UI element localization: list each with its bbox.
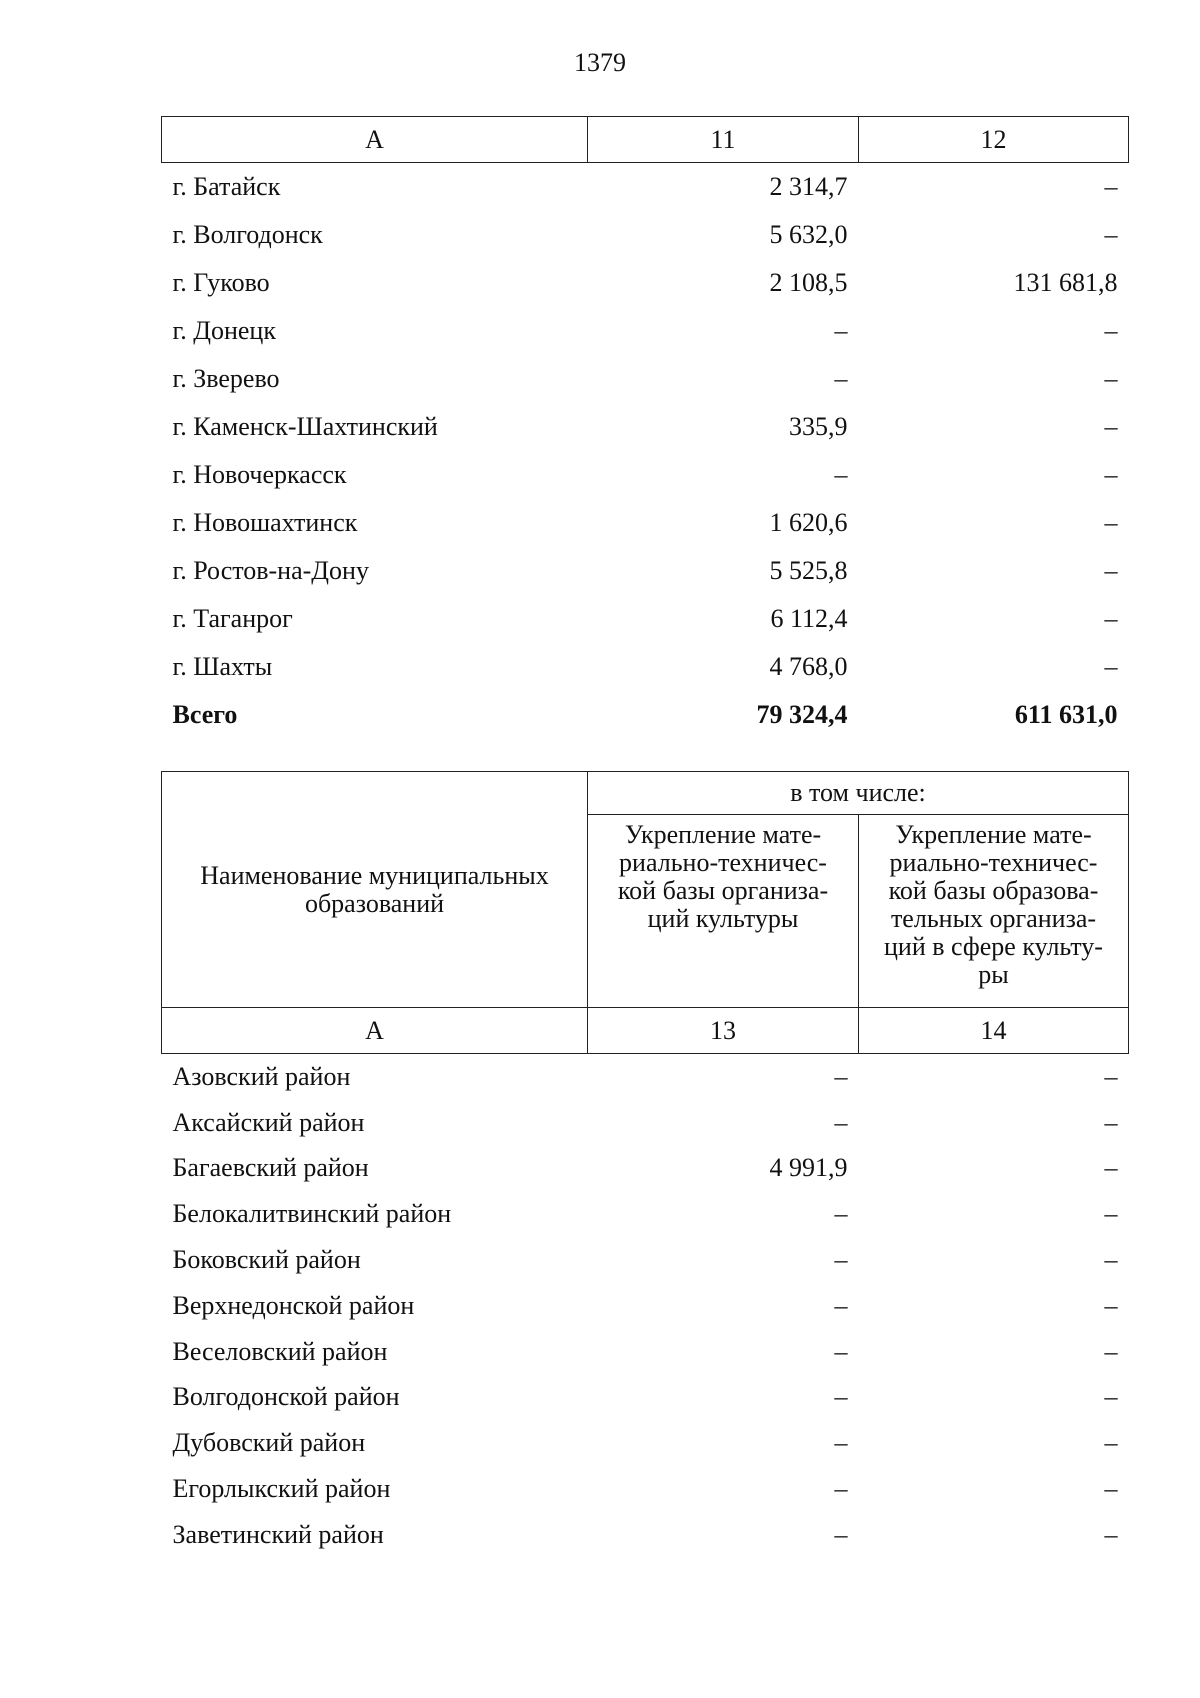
cell-c14: – (1104, 1428, 1118, 1458)
cell-c13: – (834, 1474, 848, 1504)
cell-c13: – (834, 1336, 848, 1366)
table-row (162, 1100, 1129, 1146)
header-col-14-line: ций в сфере культу- (884, 932, 1103, 961)
column-number-12: 12 (859, 117, 1129, 163)
header-col-14-line: тельных организа- (890, 904, 1097, 933)
cell-c11: 5 632,0 (769, 220, 848, 249)
cell-c11: – (834, 316, 848, 345)
cell-c12: – (1104, 460, 1118, 489)
row-name: Веселовский район (172, 1336, 388, 1366)
row-name: г. Каменск-Шахтинский (172, 412, 438, 441)
header-name-column: Наименование муниципальных образований (162, 772, 588, 1008)
table-row (162, 1512, 1129, 1558)
row-name: Всего (172, 700, 238, 729)
cell-c12: – (1104, 172, 1118, 201)
cell-c12: – (1104, 508, 1118, 537)
cell-c14: – (1104, 1474, 1118, 1504)
header-col-14-line: кой базы образова- (888, 876, 1099, 905)
row-name: г. Таганрог (172, 604, 293, 633)
table-row (162, 1191, 1129, 1237)
row-name: г. Донецк (172, 316, 276, 345)
cell-c11: 6 112,4 (770, 604, 848, 633)
table-row (162, 547, 1129, 595)
cell-c13: – (834, 1107, 848, 1137)
cell-c13: 4 991,9 (769, 1153, 848, 1183)
table-row (162, 403, 1129, 451)
cell-c11: 335,9 (789, 412, 848, 441)
cell-c13: – (834, 1290, 848, 1320)
cell-c11: 5 525,8 (769, 556, 848, 585)
cell-c13: – (834, 1519, 848, 1549)
row-name: Белокалитвинский район (172, 1199, 452, 1229)
header-col-13 (588, 815, 859, 1008)
cell-c13: – (834, 1382, 848, 1412)
page-number: 1379 (574, 48, 626, 77)
table-row (162, 1420, 1129, 1466)
header-col-13-line: Укрепление мате- (624, 820, 822, 849)
cell-c11: 2 314,7 (769, 172, 848, 201)
row-name: Волгодонской район (172, 1382, 400, 1412)
row-name: Заветинский район (172, 1519, 384, 1549)
cell-c13: – (834, 1061, 848, 1091)
header-col-14 (859, 815, 1129, 1008)
cell-c12: 131 681,8 (1013, 268, 1118, 297)
table-row (162, 163, 1129, 212)
cell-c11: 79 324,4 (756, 700, 848, 729)
row-name: г. Ростов-на-Дону (172, 556, 369, 585)
table-row (162, 1054, 1129, 1100)
table-row (162, 1283, 1129, 1329)
cell-c14: – (1104, 1290, 1118, 1320)
header-col-14-line: Укрепление мате- (895, 820, 1092, 849)
row-name: Дубовский район (172, 1428, 366, 1458)
table-row (162, 1329, 1129, 1375)
cell-c12: 611 631,0 (1014, 700, 1118, 729)
column-number-11: 11 (588, 117, 859, 163)
row-name: Егорлыкский район (172, 1474, 391, 1504)
table-row (162, 1237, 1129, 1283)
cell-c12: – (1104, 364, 1118, 393)
cell-c14: – (1104, 1245, 1118, 1275)
cell-c14: – (1104, 1107, 1118, 1137)
cell-c12: – (1104, 652, 1118, 681)
cell-c13: – (834, 1245, 848, 1275)
cell-c12: – (1104, 412, 1118, 441)
row-name: Аксайский район (172, 1107, 365, 1137)
table-row (162, 595, 1129, 643)
cell-c14: – (1104, 1061, 1118, 1091)
table-districts (161, 771, 1129, 1558)
total-row (162, 691, 1129, 739)
cell-c13: – (834, 1428, 848, 1458)
column-number-a: А (162, 117, 588, 163)
table-row (162, 499, 1129, 547)
cell-c14: – (1104, 1153, 1118, 1183)
cell-c12: – (1104, 556, 1118, 585)
header-col-14-line: риально-техничес- (889, 848, 1098, 877)
row-name: г. Зверево (172, 364, 280, 393)
table-row (162, 211, 1129, 259)
column-number-row (162, 1008, 1129, 1054)
header-group-including: в том числе: (588, 772, 1129, 815)
table-cities (161, 116, 1129, 739)
row-name: г. Волгодонск (172, 220, 323, 249)
header-col-14-line: ры (978, 960, 1009, 989)
cell-c11: 1 620,6 (769, 508, 848, 537)
column-number-14: 14 (859, 1008, 1129, 1054)
table-row (162, 643, 1129, 691)
row-name: г. Батайск (172, 172, 281, 201)
cell-c11: 4 768,0 (769, 652, 848, 681)
header-col-13-line: кой базы организа- (617, 876, 829, 905)
cell-c11: – (834, 460, 848, 489)
row-name: г. Новошахтинск (172, 508, 358, 537)
row-name: Багаевский район (172, 1153, 369, 1183)
row-name: г. Гуково (172, 268, 270, 297)
row-name: г. Шахты (172, 652, 273, 681)
table-row (162, 355, 1129, 403)
column-number-row (162, 117, 1129, 163)
row-name: г. Новочеркасск (172, 460, 347, 489)
column-number-13: 13 (588, 1008, 859, 1054)
cell-c11: 2 108,5 (769, 268, 848, 297)
cell-c14: – (1104, 1519, 1118, 1549)
table-row (162, 1466, 1129, 1512)
cell-c13: – (834, 1199, 848, 1229)
column-number-a: А (162, 1008, 588, 1054)
header-col-13-line: риально-техничес- (619, 848, 827, 877)
cell-c12: – (1104, 604, 1118, 633)
table-row (162, 1146, 1129, 1192)
row-name: Боковский район (172, 1245, 361, 1275)
table-row (162, 451, 1129, 499)
cell-c12: – (1104, 316, 1118, 345)
row-name: Верхнедонской район (172, 1290, 415, 1320)
cell-c14: – (1104, 1199, 1118, 1229)
table-row (162, 1375, 1129, 1421)
cell-c14: – (1104, 1382, 1118, 1412)
header-col-13-line: ций культуры (647, 904, 799, 933)
table-row (162, 259, 1129, 307)
cell-c12: – (1104, 220, 1118, 249)
row-name: Азовский район (172, 1061, 351, 1091)
table-row (162, 307, 1129, 355)
cell-c11: – (834, 364, 848, 393)
cell-c14: – (1104, 1336, 1118, 1366)
